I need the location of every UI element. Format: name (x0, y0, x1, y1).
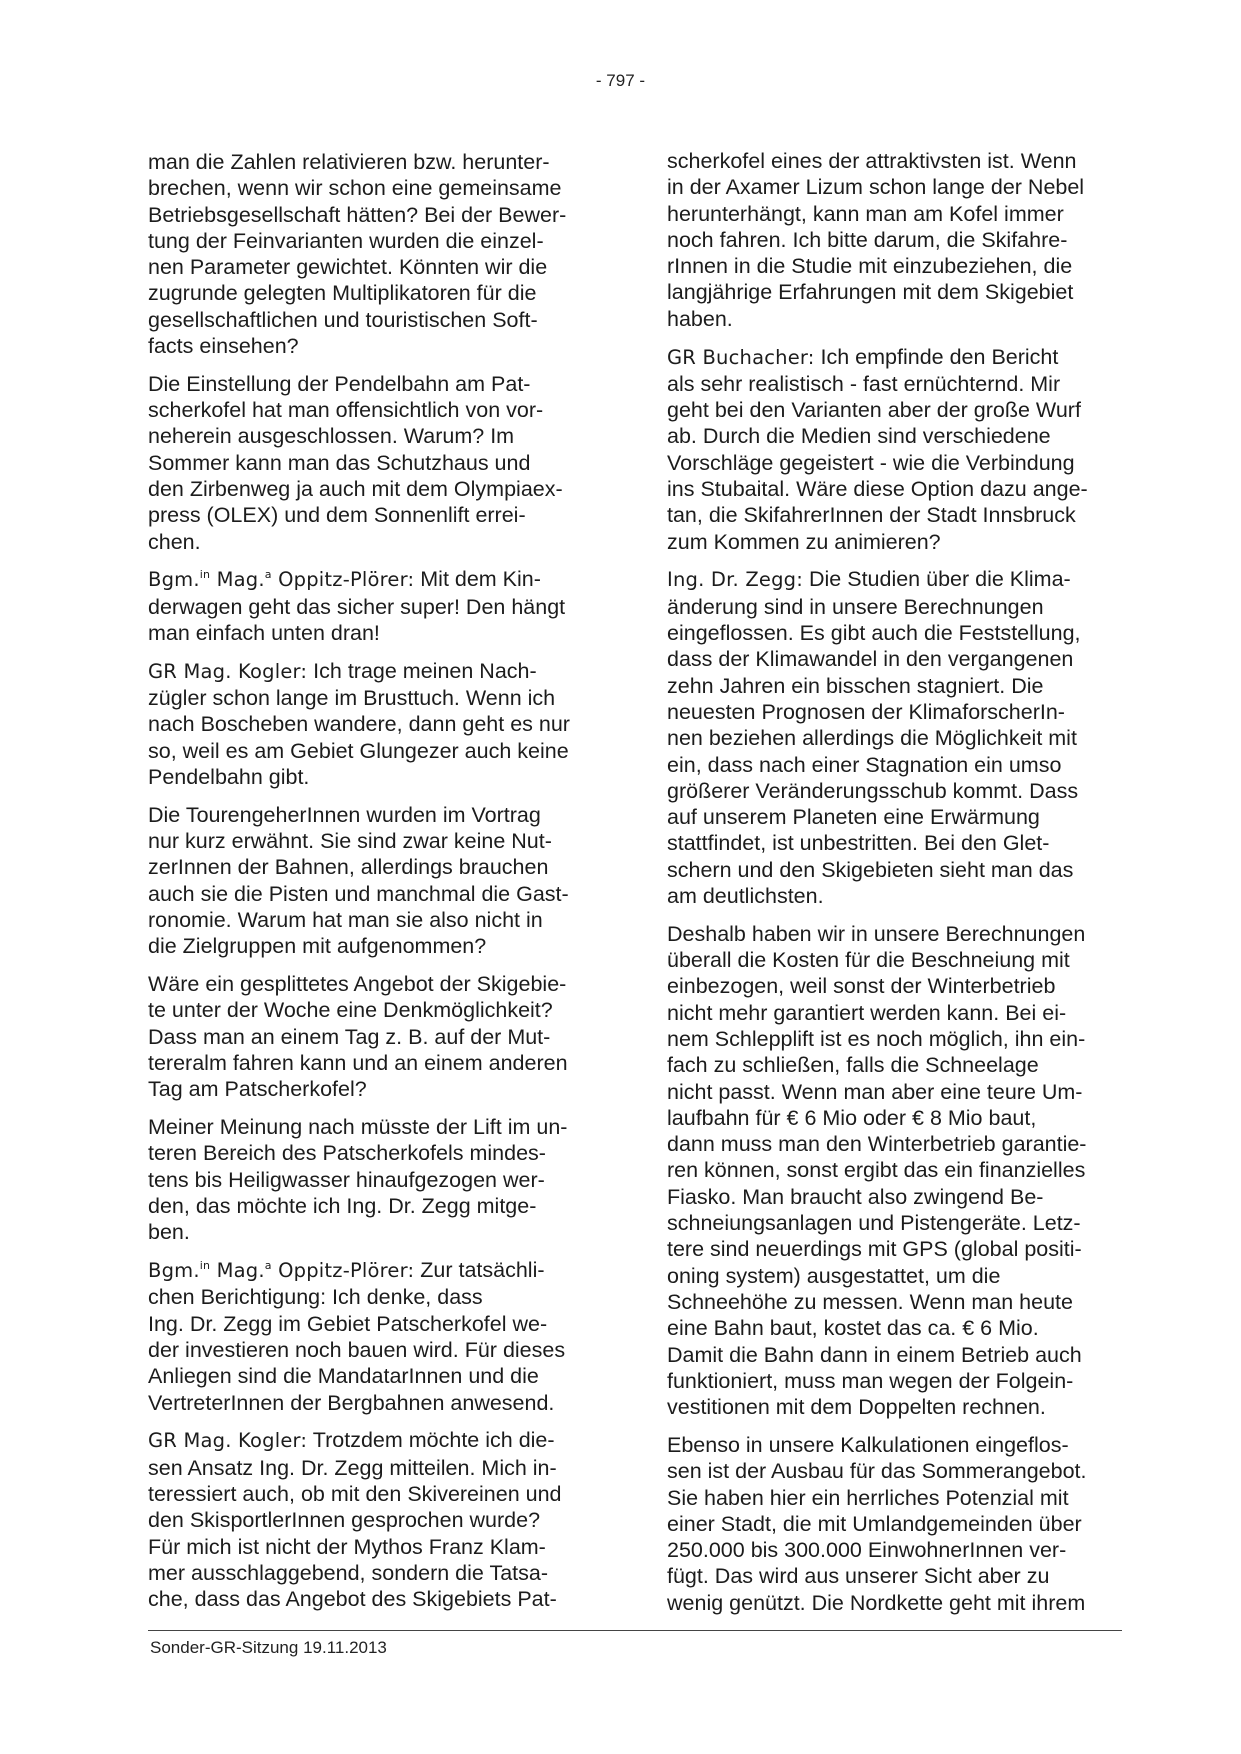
text-line: teressiert auch, ob mit den Skivereinen und (148, 1481, 562, 1506)
text-line: rInnen in die Studie mit einzubeziehen, die (667, 254, 1073, 279)
text-line: Vorschläge gegeistert - wie die Verbindung (667, 450, 1075, 475)
speaker-name: GR Buchacher: (667, 345, 815, 369)
text-line: Ebenso in unsere Kalkulationen eingeflos- (667, 1432, 1069, 1457)
text-line: einer Stadt, die mit Umlandgemeinden über (667, 1511, 1082, 1536)
text-line: Ing. Dr. Zegg im Gebiet Patscherkofel we- (148, 1311, 548, 1336)
speaker-part: Bgm. (148, 568, 200, 592)
text-line: tens bis Heiligwasser hinaufgezogen wer- (148, 1167, 545, 1192)
left-column (148, 149, 603, 1624)
text-line: ren können, sonst ergibt das ein finanzielles (667, 1158, 1086, 1183)
text-line: Sommer kann man das Schutzhaus und (148, 450, 531, 475)
text-line: funktioniert, muss man wegen der Folgein- (667, 1368, 1074, 1393)
text-line (667, 566, 1125, 593)
speech-text: Die Studien über die Klima- (803, 567, 1071, 592)
speech-paragraph (148, 566, 603, 646)
speaker-part: Oppitz-Plörer: (271, 1259, 415, 1283)
text-line: sen ist der Ausbau für das Sommerangebot. (667, 1459, 1087, 1484)
text-line: tereralm fahren kann und an einem anderen (148, 1051, 568, 1075)
speech-paragraph (667, 566, 1125, 909)
text-line: Anliegen sind die MandatarInnen und die (148, 1364, 539, 1389)
footer-divider (148, 1630, 1122, 1631)
text-line: che, dass das Angebot des Skigebiets Pat- (148, 1587, 557, 1612)
text-line: haben. (667, 306, 733, 331)
speech-text: Mit dem Kin- (414, 567, 541, 592)
text-line: VertreterInnen der Bergbahnen anwesend. (148, 1390, 555, 1415)
text-line: fach zu schließen, falls die Schneelage (667, 1053, 1039, 1078)
paragraph (667, 921, 1125, 1421)
text-line: änderung sind in unsere Berechnungen (667, 594, 1044, 619)
text-line: nach Boscheben wandere, dann geht es nur (148, 712, 570, 737)
text-line: Fiasko. Man braucht also zwingend Be- (667, 1184, 1044, 1209)
text-line: den, das möchte ich Ing. Dr. Zegg mitge- (148, 1193, 537, 1218)
text-line: vestitionen mit dem Doppelten rechnen. (667, 1395, 1046, 1420)
text-line: neherein ausgeschlossen. Warum? Im (148, 424, 515, 449)
speaker-name (148, 568, 414, 591)
text-line: derwagen geht das sicher super! Den hängt (148, 594, 566, 619)
speaker-name: GR Mag. Kogler: (148, 659, 308, 683)
paragraph (667, 148, 1125, 332)
text-line: ronomie. Warum hat man sie also nicht in (148, 908, 543, 933)
speech-paragraph (148, 1257, 603, 1416)
text-line: scherkofel hat man offensichtlich von vor- (148, 398, 544, 423)
footer-session-label: Sonder-GR-Sitzung 19.11.2013 (150, 1638, 387, 1657)
text-line: nicht mehr garantiert werden kann. Bei ei- (667, 1000, 1067, 1025)
text-line: tung der Feinvarianten wurden die einzel- (148, 228, 544, 253)
speech-paragraph (667, 344, 1125, 555)
text-line: 250.000 bis 300.000 EinwohnerInnen ver- (667, 1538, 1067, 1563)
text-line: herunterhängt, kann man am Kofel immer (667, 201, 1064, 226)
text-line: schneiungsanlagen und Pistengeräte. Letz- (667, 1211, 1081, 1236)
text-line: größerer Veränderungsschub kommt. Dass (667, 778, 1079, 803)
speech-paragraph (148, 658, 603, 790)
text-line: press (OLEX) und dem Sonnenlift errei- (148, 503, 526, 528)
text-line: der investieren noch bauen wird. Für dieses (148, 1337, 566, 1362)
text-line: zehn Jahren ein bisschen stagniert. Die (667, 673, 1044, 698)
speaker-part: Mag. (210, 568, 265, 592)
text-line: Damit die Bahn dann in einem Betrieb auch (667, 1342, 1082, 1367)
text-line: nen beziehen allerdings die Möglichkeit mit (667, 726, 1077, 751)
text-line: teren Bereich des Patscherkofels mindes- (148, 1141, 546, 1166)
text-line: dass der Klimawandel in den vergangenen (667, 647, 1074, 672)
text-line: gesellschaftlichen und touristischen Soft- (148, 307, 538, 332)
text-line: die Zielgruppen mit aufgenommen? (148, 934, 487, 959)
text-line: Schneehöhe zu messen. Wenn man heute (667, 1289, 1073, 1314)
text-line: am deutlichsten. (667, 884, 824, 909)
text-line (667, 344, 1125, 371)
text-line: tere sind neuerdings mit GPS (global positi- (667, 1237, 1082, 1262)
speech-text: Zur tatsächli- (414, 1258, 545, 1283)
text-line: tan, die SkifahrerInnen der Stadt Innsbruck (667, 503, 1076, 528)
text-line: chen. (148, 529, 201, 554)
text-line: Wäre ein gesplittetes Angebot der Skigebie- (148, 972, 567, 997)
text-line: zum Kommen zu animieren? (667, 529, 941, 554)
right-column (667, 148, 1125, 1628)
text-line: noch fahren. Ich bitte darum, die Skifahre- (667, 227, 1068, 252)
text-line: facts einsehen? (148, 334, 299, 359)
text-line: chen Berichtigung: Ich denke, dass (148, 1285, 483, 1310)
text-line (148, 658, 603, 685)
text-line: ein, dass nach einer Stagnation ein umso (667, 752, 1062, 777)
text-line: laufbahn für € 6 Mio oder € 8 Mio baut, (667, 1105, 1037, 1130)
speaker-superscript: a (264, 567, 272, 581)
text-line: man einfach unten dran! (148, 621, 380, 646)
speaker-superscript: in (199, 1258, 211, 1272)
page-number: - 797 - (595, 71, 646, 90)
speaker-part: Oppitz-Plörer: (271, 568, 415, 592)
speaker-name (148, 1259, 414, 1282)
speech-text: Trotzdem möchte ich die- (307, 1428, 555, 1453)
paragraph (148, 802, 603, 960)
text-line: nur kurz erwähnt. Sie sind zwar keine Nut- (148, 829, 552, 854)
speaker-superscript: in (199, 567, 211, 581)
speaker-part: Bgm. (148, 1259, 200, 1283)
text-line: in der Axamer Lizum schon lange der Nebel (667, 175, 1085, 200)
speaker-name: GR Mag. Kogler: (148, 1429, 308, 1453)
speech-paragraph (148, 1427, 603, 1612)
text-line: ins Stubaital. Wäre diese Option dazu ange- (667, 477, 1088, 502)
paragraph (148, 1114, 603, 1245)
text-line: sen Ansatz Ing. Dr. Zegg mitteilen. Mich in- (148, 1455, 557, 1480)
text-line: Die Einstellung der Pendelbahn am Pat- (148, 371, 531, 396)
text-line: Dass man an einem Tag z. B. auf der Mut- (148, 1024, 551, 1049)
text-line: eingeflossen. Es gibt auch die Feststellung, (667, 621, 1081, 646)
text-line: nen Parameter gewichtet. Könnten wir die (148, 255, 548, 280)
text-line (148, 566, 603, 593)
speech-text: Ich trage meinen Nach- (307, 658, 537, 683)
text-line: neuesten Prognosen der KlimaforscherIn- (667, 699, 1065, 724)
text-line: oning system) ausgestattet, um die (667, 1263, 1001, 1288)
text-line: überall die Kosten für die Beschneiung mit (667, 948, 1070, 973)
text-line: te unter der Woche eine Denkmöglichkeit? (148, 998, 553, 1023)
text-line: Die TourengeherInnen wurden im Vortrag (148, 802, 541, 827)
text-line: ben. (148, 1220, 190, 1245)
text-line: brechen, wenn wir schon eine gemeinsame (148, 176, 562, 201)
text-line: zerInnen der Bahnen, allerdings brauchen (148, 855, 549, 880)
text-line: den Zirbenweg ja auch mit dem Olympiaex- (148, 477, 563, 502)
text-line: Betriebsgesellschaft hätten? Bei der Bewer- (148, 202, 567, 227)
text-line: so, weil es am Gebiet Glungezer auch keine (148, 738, 569, 763)
text-line: auch sie die Pisten und manchmal die Gast- (148, 881, 569, 906)
paragraph (148, 149, 603, 359)
text-line: langjährige Erfahrungen mit dem Skigebiet (667, 280, 1074, 305)
text-line: ab. Durch die Medien sind verschiedene (667, 424, 1051, 449)
text-line: mer ausschlaggebend, sondern die Tatsa- (148, 1560, 548, 1585)
text-line: Tag am Patscherkofel? (148, 1077, 367, 1102)
text-line (148, 1257, 603, 1284)
paragraph (148, 371, 603, 555)
text-line: nem Schlepplift ist es noch möglich, ihn ein- (667, 1027, 1086, 1051)
text-line: geht bei den Varianten aber der große Wurf (667, 398, 1081, 423)
text-line: stattfindet, ist unbestritten. Bei den Glet- (667, 831, 1050, 856)
text-line: den SkisportlerInnen gesprochen wurde? (148, 1508, 541, 1533)
text-line: Sie haben hier ein herrliches Potenzial mit (667, 1485, 1069, 1510)
text-line: zugrunde gelegten Multiplikatoren für die (148, 281, 537, 306)
text-line: schern und den Skigebieten sieht man das (667, 857, 1074, 882)
text-line: scherkofel eines der attraktivsten ist. Wenn (667, 149, 1077, 173)
paragraph (667, 1432, 1125, 1616)
speaker-part: Mag. (210, 1259, 265, 1283)
text-line: eine Bahn baut, kostet das ca. € 6 Mio. (667, 1316, 1039, 1341)
text-line: auf unserem Planeten eine Erwärmung (667, 805, 1040, 830)
speech-text: Ich empfinde den Bericht (814, 344, 1059, 369)
text-line: Deshalb haben wir in unsere Berechnungen (667, 921, 1086, 946)
text-line: zügler schon lange im Brusttuch. Wenn ich (148, 686, 556, 711)
text-line: man die Zahlen relativieren bzw. herunter- (148, 150, 550, 174)
text-line (148, 1427, 603, 1454)
text-line: Pendelbahn gibt. (148, 765, 310, 790)
text-line: nicht passt. Wenn man aber eine teure Um- (667, 1079, 1083, 1104)
text-line: wenig genützt. Die Nordkette geht mit ihrem (667, 1590, 1086, 1615)
speaker-name: Ing. Dr. Zegg: (667, 568, 804, 592)
text-line: Meiner Meinung nach müsste der Lift im un- (148, 1115, 568, 1140)
text-line: als sehr realistisch - fast ernüchternd. Mir (667, 371, 1061, 396)
text-line: einbezogen, weil sonst der Winterbetrieb (667, 974, 1056, 999)
text-line: dann muss man den Winterbetrieb garantie- (667, 1132, 1087, 1157)
paragraph (148, 971, 603, 1102)
text-line: fügt. Das wird aus unserer Sicht aber zu (667, 1564, 1050, 1589)
text-line: Für mich ist nicht der Mythos Franz Klam- (148, 1534, 546, 1559)
speaker-superscript: a (264, 1258, 272, 1272)
